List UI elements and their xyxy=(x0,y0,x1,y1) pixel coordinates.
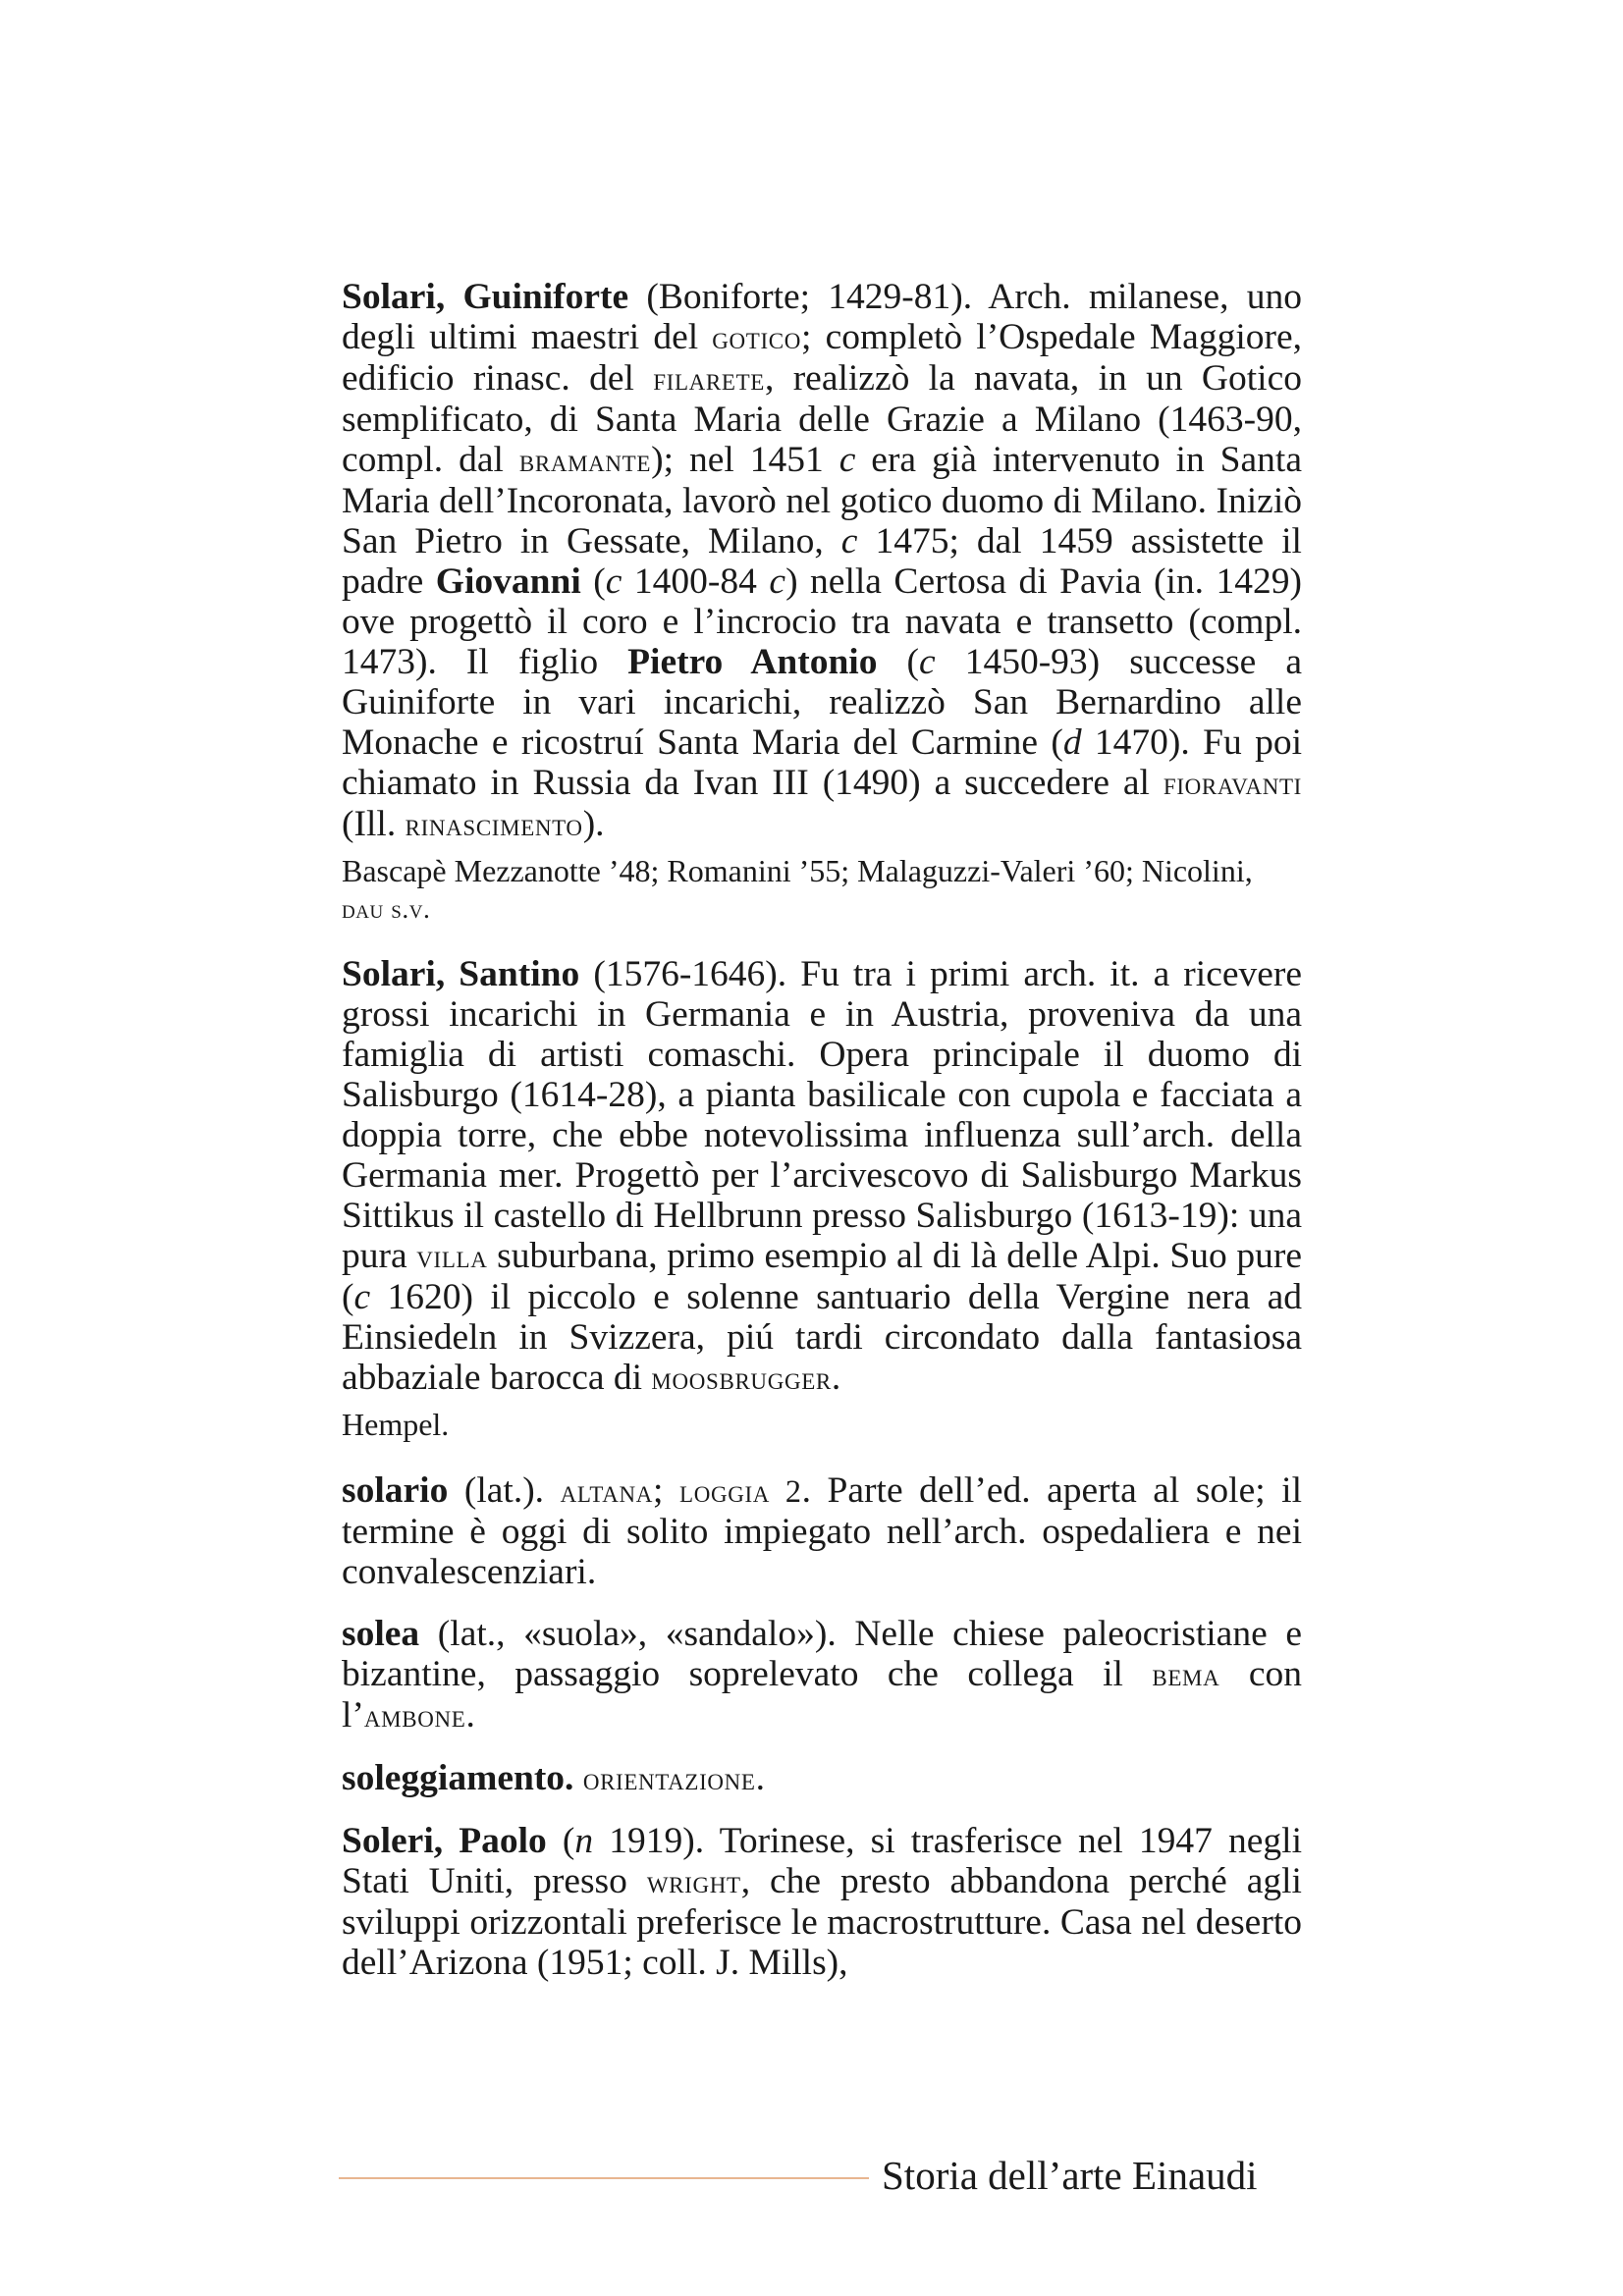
entry-text: ) nella Certosa di Pavia (in. 1429) ove progettò il coro e l’incrocio tra navata e transetto (compl. 1473). Il figlio xyxy=(342,561,1302,682)
died-abbrev: d xyxy=(1062,722,1082,763)
entry-text: 1620) il piccolo e solenne santuario della Vergine nera ad Einsiedeln in Svizzera, piú tardi circondato dalla fantasiosa abbaziale barocca di xyxy=(342,1277,1302,1398)
entry-headword: solario xyxy=(342,1470,449,1511)
entry-text: . Parte dell’ed. aperta al sole; il termine è oggi di solito impiegato nell’arch. ospedaliera e nei convalescenziari. xyxy=(342,1470,1303,1592)
entry-solea xyxy=(342,1614,1302,1736)
entry-text: con l’ xyxy=(342,1654,1302,1735)
cross-reference: altana xyxy=(560,1473,654,1509)
cross-reference: loggia 2 xyxy=(679,1473,802,1509)
entry-text: ( xyxy=(580,561,606,602)
entry-text: , che presto abbandona perché agli sviluppi orizzontali preferisce le macrostrutture. Casa nel deserto dell’Arizona (1951; coll. J. Mills), xyxy=(342,1861,1302,1983)
circa-abbrev: c xyxy=(769,561,786,602)
entry-solario xyxy=(342,1470,1302,1592)
entry-text: suburbana, primo esempio al di là delle Alpi. Suo pure ( xyxy=(342,1236,1302,1317)
cross-reference: filarete xyxy=(653,361,765,397)
entry-spacer xyxy=(342,1799,1302,1821)
cross-reference: bema xyxy=(1152,1657,1220,1692)
entry-text: . xyxy=(465,1695,475,1735)
footer-rule xyxy=(339,2177,869,2179)
entry-spacer xyxy=(342,1443,1302,1470)
footer-publisher-label: Storia dell’arte Einaudi xyxy=(882,2153,1258,2198)
entry-bibliography xyxy=(342,853,1302,927)
bibliography-reference: dau s.v. xyxy=(342,893,431,924)
entry-soleggiamento xyxy=(342,1758,1302,1799)
entry-headword: solea xyxy=(342,1614,420,1654)
entry-text: (lat., «suola», «sandalo»). Nelle chiese paleocristiane e bizantine, passaggio soprelevato che collega il xyxy=(342,1614,1302,1694)
entry-text: 1919). Torinese, si trasferisce nel 1947 negli Stati Uniti, presso xyxy=(342,1821,1302,1901)
circa-abbrev: c xyxy=(840,521,858,561)
entry-bibliography: Hempel. xyxy=(342,1407,450,1442)
born-abbrev: n xyxy=(574,1821,594,1861)
entry-text: (lat.). xyxy=(448,1470,561,1511)
entry-text: ); nel 1451 xyxy=(651,440,839,480)
entry-text: 1400-84 xyxy=(622,561,770,602)
entry-text: (Ill. xyxy=(342,804,406,844)
related-name: Giovanni xyxy=(435,561,581,602)
entry-solari-guiniforte xyxy=(342,277,1302,845)
entry-headword: Solari, Santino xyxy=(342,954,580,994)
circa-abbrev: c xyxy=(605,561,622,602)
entry-text: . xyxy=(755,1758,765,1798)
entry-soleri-paolo xyxy=(342,1821,1302,1983)
cross-reference: villa xyxy=(416,1239,488,1274)
entry-spacer xyxy=(342,1592,1302,1614)
cross-reference: moosbrugger xyxy=(651,1361,832,1396)
entry-text: ( xyxy=(877,642,919,682)
entry-spacer xyxy=(342,1736,1302,1758)
entry-text: ; xyxy=(653,1470,679,1511)
cross-reference: rinascimento xyxy=(405,807,583,842)
circa-abbrev: c xyxy=(353,1277,371,1317)
entry-text: (1576-1646). Fu tra i primi arch. it. a ricevere grossi incarichi in Germania e in Austria, proveniva da una famiglia di artisti comaschi. Opera principale il duomo di Salisburgo (1614-28), a pianta basilicale con cupola e facciata a doppia torre, che ebbe notevolissima influenza sull’arch. della Germania mer. Progettò per l’arcivescovo di Salisburgo Markus Sittikus il castello di Hellbrunn presso Salisburgo (1613-19): una pura xyxy=(342,954,1303,1276)
entry-headword: soleggiamento. xyxy=(342,1758,574,1798)
entry-text: ). xyxy=(582,804,605,844)
entry-text: ; completò l’Ospedale Maggiore, edificio rinasc. del xyxy=(342,317,1303,399)
entry-solari-santino xyxy=(342,954,1302,1399)
entry-text: 1470). Fu poi chiamato in Russia da Ivan III (1490) a succedere al xyxy=(342,722,1302,803)
entry-text: ( xyxy=(546,1821,575,1861)
dictionary-page xyxy=(342,277,1302,1983)
entry-text: . xyxy=(831,1358,841,1398)
entry-text: 1450-93) successe a Guiniforte in vari incarichi, realizzò San Bernardino alle Monache e ricostruí Santa Maria del Carmine ( xyxy=(342,642,1302,763)
entry-spacer xyxy=(342,927,1302,954)
cross-reference: bramante xyxy=(518,443,652,478)
cross-reference: fioravanti xyxy=(1163,766,1302,801)
circa-abbrev: c xyxy=(839,440,856,480)
entry-text xyxy=(573,1758,582,1798)
entry-text: (Boniforte; 1429-81). Arch. milanese, uno degli ultimi maestri del xyxy=(342,277,1302,357)
cross-reference: gotico xyxy=(712,320,802,355)
entry-text: , realizzò la navata, in un Gotico semplificato, di Santa Maria delle Grazie a Milano (1463-90, compl. dal xyxy=(342,358,1302,480)
cross-reference: wright xyxy=(646,1864,741,1899)
entry-text: 1475; dal 1459 assistette il padre xyxy=(342,521,1302,602)
circa-abbrev: c xyxy=(919,642,936,682)
bibliography-text: Bascapè Mezzanotte ’48; Romanini ’55; Malaguzzi-Valeri ’60; Nicolini, xyxy=(342,853,1253,888)
cross-reference: orientazione xyxy=(582,1761,756,1796)
related-name: Pietro Antonio xyxy=(627,642,878,682)
cross-reference: ambone xyxy=(363,1698,466,1734)
entry-headword: Solari, Guiniforte xyxy=(342,277,629,317)
entry-headword: Soleri, Paolo xyxy=(342,1821,547,1861)
entry-text: era già intervenuto in Santa Maria dell’Incoronata, lavorò nel gotico duomo di Milano. Iniziò San Pietro in Gessate, Milano, xyxy=(342,440,1302,561)
